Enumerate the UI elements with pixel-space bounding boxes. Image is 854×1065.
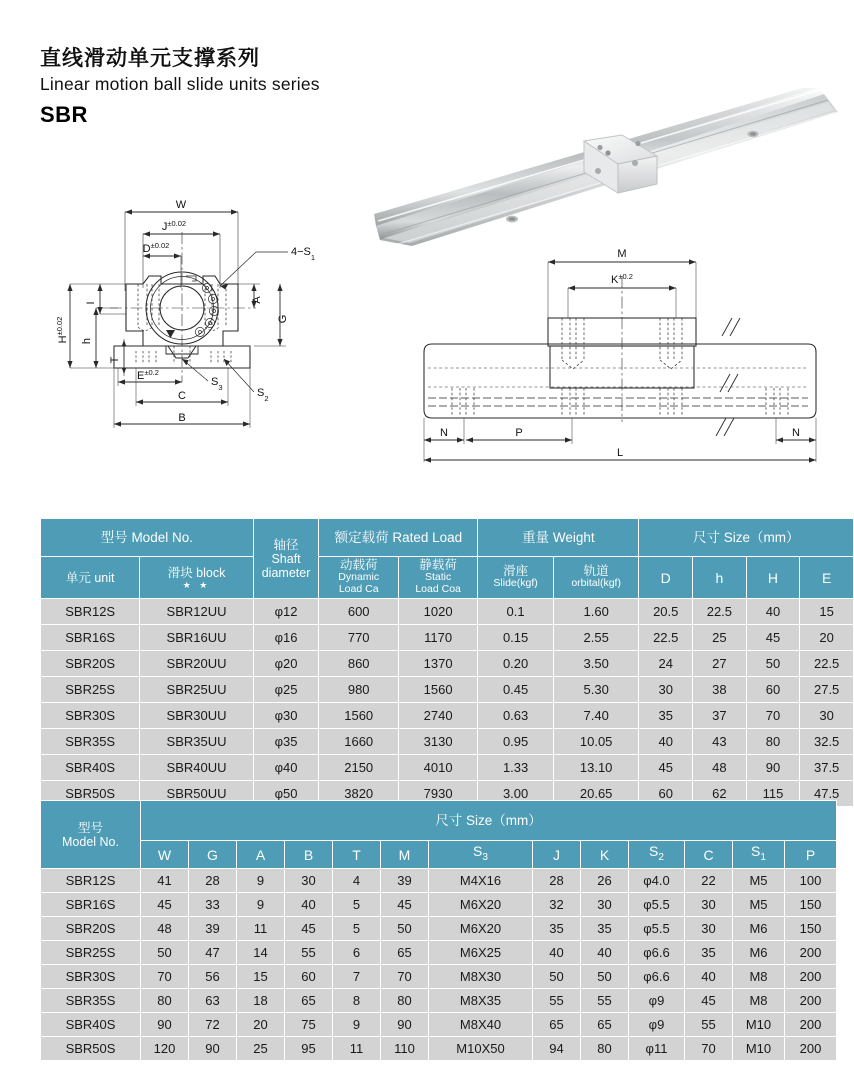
table1-cell-H: 80 <box>746 729 800 755</box>
dim-label-N-left: N <box>440 427 448 439</box>
table-row <box>41 703 854 729</box>
dim-label-4S1: $4-S_1$ <box>291 246 316 262</box>
table2-cell-S3: M8X35 <box>429 989 533 1013</box>
dim-label-H: $H^{\pm 0.02}$ <box>54 316 69 344</box>
table1-cell-slide: 0.95 <box>478 729 554 755</box>
dim-label-J: $J^{\pm 0.02}$ <box>161 218 187 233</box>
th-dim-E: E <box>800 557 854 599</box>
table2-cell-W: 50 <box>141 941 189 965</box>
table1-cell-dynamic: 1660 <box>319 729 399 755</box>
th-static-load <box>398 557 477 599</box>
table2-cell-S3: M8X30 <box>429 965 533 989</box>
table1-cell-E: 27.5 <box>800 677 854 703</box>
table1-cell-E: 20 <box>800 625 854 651</box>
table1-cell-H: 60 <box>746 677 800 703</box>
table2-cell-C: 35 <box>685 941 733 965</box>
table2-cell-K: 55 <box>581 989 629 1013</box>
th2-model <box>41 801 141 869</box>
table1-cell-D: 22.5 <box>639 625 693 651</box>
table1-cell-slide: 0.20 <box>478 651 554 677</box>
table2-cell-G: 47 <box>189 941 237 965</box>
table1-cell-block: SBR40UU <box>140 755 253 781</box>
table2-cell-W: 70 <box>141 965 189 989</box>
table1-cell-orbital: 1.60 <box>553 599 639 625</box>
table2-cell-M: 80 <box>381 989 429 1013</box>
table2-header-row-2 <box>41 841 837 869</box>
table1-cell-shaft: φ50 <box>253 781 319 807</box>
th-size: 尺寸 Size（mm） <box>639 519 854 557</box>
th-block-stars: ★ ★ <box>182 579 211 590</box>
table1-header-row-2 <box>41 557 854 599</box>
table1-cell-static: 7930 <box>398 781 477 807</box>
table1-cell-E: 30 <box>800 703 854 729</box>
table2-cell-T: 11 <box>333 1037 381 1061</box>
dim-label-P: P <box>515 427 523 439</box>
th-shaft-cn: 轴径 <box>273 537 299 552</box>
table1-cell-dynamic: 980 <box>319 677 399 703</box>
table1-cell-unit: SBR40S <box>41 755 140 781</box>
table1-cell-E: 22.5 <box>800 651 854 677</box>
table2-cell-B: 95 <box>285 1037 333 1061</box>
table1-cell-block: SBR20UU <box>140 651 253 677</box>
th-model-group: 型号 Model No. <box>41 519 254 557</box>
table1-cell-unit: SBR50S <box>41 781 140 807</box>
table2-cell-M: 70 <box>381 965 429 989</box>
th2-dim-B: B <box>285 841 333 869</box>
table2-cell-C: 45 <box>685 989 733 1013</box>
th-shaft-en2: diameter <box>261 565 311 580</box>
th-orbital-en: orbital(kgf) <box>571 577 621 589</box>
table2-cell-K: 40 <box>581 941 629 965</box>
table1-cell-unit: SBR20S <box>41 651 140 677</box>
table2-cell-W: 48 <box>141 917 189 941</box>
table1-cell-H: 50 <box>746 651 800 677</box>
th-weight: 重量 Weight <box>478 519 639 557</box>
table2-cell-S3: M8X40 <box>429 1013 533 1037</box>
dim-label-G: G <box>277 314 289 324</box>
th-slide-cn: 滑座 <box>503 563 529 578</box>
table2-cell-G: 28 <box>189 869 237 893</box>
table1-cell-H: 45 <box>746 625 800 651</box>
table2-cell-T: 5 <box>333 893 381 917</box>
table2-cell-G: 39 <box>189 917 237 941</box>
table2-cell-G: 63 <box>189 989 237 1013</box>
table-row <box>41 651 854 677</box>
th2-dim-C: C <box>685 841 733 869</box>
table2-cell-M: 45 <box>381 893 429 917</box>
table1-cell-slide: 0.63 <box>478 703 554 729</box>
th2-model-cn: 型号 <box>77 820 103 835</box>
product-photo <box>372 88 844 248</box>
table1-cell-orbital: 5.30 <box>553 677 639 703</box>
table1-cell-h: 22.5 <box>693 599 747 625</box>
table1-cell-D: 35 <box>639 703 693 729</box>
table1-cell-h: 37 <box>693 703 747 729</box>
drawing-cross-section <box>48 196 348 496</box>
table2-cell-model: SBR30S <box>41 965 141 989</box>
table1-cell-slide: 0.45 <box>478 677 554 703</box>
th-orbital-weight <box>553 557 639 599</box>
table1-cell-H: 40 <box>746 599 800 625</box>
table1-cell-shaft: φ12 <box>253 599 319 625</box>
table2-cell-A: 9 <box>237 893 285 917</box>
table2-cell-K: 26 <box>581 869 629 893</box>
table2-cell-B: 60 <box>285 965 333 989</box>
table2-cell-P: 100 <box>785 869 837 893</box>
th-slide-en: Slide(kgf) <box>493 577 538 589</box>
table1-cell-slide: 0.1 <box>478 599 554 625</box>
table2-cell-J: 50 <box>533 965 581 989</box>
table2-cell-J: 35 <box>533 917 581 941</box>
th-dynamic-en1: Dynamic <box>338 571 380 584</box>
table2-cell-S2: φ5.5 <box>629 917 685 941</box>
table2-cell-S1: M6 <box>733 941 785 965</box>
dim-label-S2: $S_2$ <box>257 387 269 403</box>
table2-cell-S2: φ5.5 <box>629 893 685 917</box>
table-row <box>41 869 837 893</box>
table1-cell-h: 62 <box>693 781 747 807</box>
table2-cell-S1: M10 <box>733 1037 785 1061</box>
drawing-side-view <box>410 240 840 500</box>
table1-cell-block: SBR35UU <box>140 729 253 755</box>
th-unit: 单元 unit <box>41 557 140 599</box>
th2-dim-A: A <box>237 841 285 869</box>
table2-cell-J: 32 <box>533 893 581 917</box>
th2-dim-S1: $S_1$ <box>733 841 785 869</box>
th2-dim-P: P <box>785 841 837 869</box>
table1-cell-E: 15 <box>800 599 854 625</box>
table1-cell-dynamic: 860 <box>319 651 399 677</box>
table1-cell-dynamic: 3820 <box>319 781 399 807</box>
series-name: SBR <box>40 102 88 127</box>
table2-cell-M: 90 <box>381 1013 429 1037</box>
table2-cell-W: 45 <box>141 893 189 917</box>
table1-cell-dynamic: 1560 <box>319 703 399 729</box>
table1-cell-h: 43 <box>693 729 747 755</box>
table2-cell-J: 65 <box>533 1013 581 1037</box>
table2-cell-T: 7 <box>333 965 381 989</box>
table-row <box>41 1013 837 1037</box>
dim-label-L: L <box>616 447 624 459</box>
th2-model-en: Model No. <box>62 834 119 849</box>
dim-label-D: $D^{\pm 0.02}$ <box>142 240 170 255</box>
th-dynamic-load <box>319 557 399 599</box>
table2-cell-K: 35 <box>581 917 629 941</box>
th2-dim-S3: $S_3$ <box>429 841 533 869</box>
table2-cell-B: 65 <box>285 989 333 1013</box>
table2-cell-K: 50 <box>581 965 629 989</box>
table-row <box>41 893 837 917</box>
dim-label-I: I <box>85 301 97 305</box>
table1-cell-block: SBR12UU <box>140 599 253 625</box>
th-shaft-diameter <box>253 519 319 599</box>
table2-cell-K: 65 <box>581 1013 629 1037</box>
table2-cell-S1: M8 <box>733 989 785 1013</box>
table2-cell-A: 11 <box>237 917 285 941</box>
table2-cell-K: 30 <box>581 893 629 917</box>
table1-cell-D: 40 <box>639 729 693 755</box>
table2-cell-T: 5 <box>333 917 381 941</box>
table2-cell-A: 20 <box>237 1013 285 1037</box>
table2-cell-S2: φ6.6 <box>629 941 685 965</box>
table-row <box>41 917 837 941</box>
title-block <box>40 46 320 128</box>
table2-cell-A: 9 <box>237 869 285 893</box>
table1-cell-h: 25 <box>693 625 747 651</box>
dim-label-C: C <box>178 390 186 402</box>
th-dynamic-en2: Load Ca <box>338 582 379 595</box>
table1-header-row-1 <box>41 519 854 557</box>
table-row <box>41 1037 837 1061</box>
table2-cell-C: 55 <box>685 1013 733 1037</box>
table2-cell-C: 70 <box>685 1037 733 1061</box>
table1-cell-block: SBR30UU <box>140 703 253 729</box>
table1-cell-E: 32.5 <box>800 729 854 755</box>
table1-cell-h: 27 <box>693 651 747 677</box>
table2-cell-P: 150 <box>785 893 837 917</box>
th-orbital-cn: 轨道 <box>583 563 609 578</box>
table2-cell-M: 65 <box>381 941 429 965</box>
table2-cell-S1: M6 <box>733 917 785 941</box>
table2-cell-model: SBR12S <box>41 869 141 893</box>
table1-cell-shaft: φ40 <box>253 755 319 781</box>
th-rated-load: 额定载荷 Rated Load <box>319 519 478 557</box>
specifications-table-1 <box>40 518 854 807</box>
table1-cell-h: 48 <box>693 755 747 781</box>
table2-cell-C: 30 <box>685 893 733 917</box>
table1-cell-static: 1020 <box>398 599 477 625</box>
table1-cell-shaft: φ30 <box>253 703 319 729</box>
table2-cell-S2: φ9 <box>629 989 685 1013</box>
table2-cell-A: 25 <box>237 1037 285 1061</box>
table2-cell-T: 8 <box>333 989 381 1013</box>
table1-cell-static: 3130 <box>398 729 477 755</box>
table2-cell-S1: M10 <box>733 1013 785 1037</box>
table2-cell-B: 30 <box>285 869 333 893</box>
table1-cell-static: 2740 <box>398 703 477 729</box>
title-chinese: 直线滑动单元支撑系列 <box>40 47 260 70</box>
table2-cell-K: 80 <box>581 1037 629 1061</box>
table2-cell-J: 40 <box>533 941 581 965</box>
table2-cell-J: 28 <box>533 869 581 893</box>
th-dim-D: D <box>639 557 693 599</box>
table2-cell-B: 75 <box>285 1013 333 1037</box>
table1-cell-orbital: 20.65 <box>553 781 639 807</box>
table1-cell-orbital: 10.05 <box>553 729 639 755</box>
table2-cell-model: SBR40S <box>41 1013 141 1037</box>
table2-cell-T: 6 <box>333 941 381 965</box>
table1-cell-orbital: 2.55 <box>553 625 639 651</box>
table1-cell-block: SBR25UU <box>140 677 253 703</box>
th2-dim-M: M <box>381 841 429 869</box>
table2-cell-S3: M6X25 <box>429 941 533 965</box>
th-shaft-en1: Shaft <box>271 551 301 566</box>
dim-label-M: M <box>617 248 627 260</box>
th2-dim-G: G <box>189 841 237 869</box>
table1-cell-unit: SBR30S <box>41 703 140 729</box>
table2-cell-S1: M5 <box>733 893 785 917</box>
dim-label-A: A <box>251 296 263 304</box>
table1-cell-orbital: 7.40 <box>553 703 639 729</box>
table1-cell-static: 1370 <box>398 651 477 677</box>
table2-cell-T: 4 <box>333 869 381 893</box>
dim-label-h: h <box>81 337 93 345</box>
table1-cell-D: 24 <box>639 651 693 677</box>
table2-cell-A: 15 <box>237 965 285 989</box>
table1-cell-static: 4010 <box>398 755 477 781</box>
table1-cell-shaft: φ35 <box>253 729 319 755</box>
th-static-en2: Load Coa <box>415 582 461 595</box>
table2-cell-S3: M6X20 <box>429 917 533 941</box>
table2-cell-B: 55 <box>285 941 333 965</box>
specifications-table-2-wrap <box>40 800 837 1061</box>
table2-cell-P: 200 <box>785 1013 837 1037</box>
th2-dim-W: W <box>141 841 189 869</box>
table2-cell-C: 40 <box>685 965 733 989</box>
table-row <box>41 755 854 781</box>
table-row <box>41 599 854 625</box>
table1-cell-orbital: 13.10 <box>553 755 639 781</box>
th-static-cn: 静载荷 <box>419 557 457 572</box>
table1-cell-orbital: 3.50 <box>553 651 639 677</box>
th2-dim-T: T <box>333 841 381 869</box>
specifications-table-2 <box>40 800 837 1061</box>
table-row <box>41 989 837 1013</box>
table1-cell-slide: 1.33 <box>478 755 554 781</box>
table1-cell-H: 70 <box>746 703 800 729</box>
table2-cell-M: 110 <box>381 1037 429 1061</box>
table2-header-row-1 <box>41 801 837 841</box>
table1-cell-shaft: φ25 <box>253 677 319 703</box>
table1-cell-static: 1170 <box>398 625 477 651</box>
table1-cell-unit: SBR35S <box>41 729 140 755</box>
table1-cell-slide: 3.00 <box>478 781 554 807</box>
table2-cell-A: 14 <box>237 941 285 965</box>
table2-cell-S3: M4X16 <box>429 869 533 893</box>
table1-cell-dynamic: 770 <box>319 625 399 651</box>
table1-cell-D: 20.5 <box>639 599 693 625</box>
table2-cell-model: SBR35S <box>41 989 141 1013</box>
table2-cell-W: 90 <box>141 1013 189 1037</box>
table1-cell-shaft: φ16 <box>253 625 319 651</box>
table2-cell-B: 45 <box>285 917 333 941</box>
table-row <box>41 965 837 989</box>
table1-cell-H: 115 <box>746 781 800 807</box>
table1-cell-unit: SBR16S <box>41 625 140 651</box>
th-block <box>140 557 253 599</box>
table2-cell-M: 39 <box>381 869 429 893</box>
th2-dim-J: J <box>533 841 581 869</box>
table-row <box>41 941 837 965</box>
title-english: Linear motion ball slide units series <box>40 74 320 94</box>
table1-cell-block: SBR16UU <box>140 625 253 651</box>
table1-cell-D: 60 <box>639 781 693 807</box>
table2-cell-S1: M8 <box>733 965 785 989</box>
th-block-label: 滑块 block <box>167 565 226 580</box>
table1-cell-slide: 0.15 <box>478 625 554 651</box>
table1-cell-E: 47.5 <box>800 781 854 807</box>
th2-size: 尺寸 Size（mm） <box>141 801 837 841</box>
table2-cell-P: 200 <box>785 1037 837 1061</box>
th2-dim-K: K <box>581 841 629 869</box>
th-dynamic-cn: 动载荷 <box>339 557 378 572</box>
table2-cell-S3: M10X50 <box>429 1037 533 1061</box>
dim-label-K: $K^{\pm 0.2}$ <box>611 271 633 286</box>
table1-cell-D: 45 <box>639 755 693 781</box>
th-static-en1: Static <box>424 571 452 584</box>
table2-cell-J: 94 <box>533 1037 581 1061</box>
table2-cell-S2: φ6.6 <box>629 965 685 989</box>
dim-label-E: $E^{\pm 0.2}$ <box>137 367 159 382</box>
table2-cell-C: 30 <box>685 917 733 941</box>
table2-cell-S1: M5 <box>733 869 785 893</box>
table2-cell-J: 55 <box>533 989 581 1013</box>
table2-cell-S2: φ11 <box>629 1037 685 1061</box>
table1-cell-unit: SBR25S <box>41 677 140 703</box>
table2-cell-P: 150 <box>785 917 837 941</box>
table2-cell-C: 22 <box>685 869 733 893</box>
table1-cell-shaft: φ20 <box>253 651 319 677</box>
table1-cell-unit: SBR12S <box>41 599 140 625</box>
table2-cell-model: SBR16S <box>41 893 141 917</box>
table2-cell-G: 90 <box>189 1037 237 1061</box>
table1-cell-static: 1560 <box>398 677 477 703</box>
th-dim-h: h <box>693 557 747 599</box>
table1-cell-E: 37.5 <box>800 755 854 781</box>
table2-cell-W: 80 <box>141 989 189 1013</box>
dim-label-B: B <box>178 412 186 424</box>
dim-label-N-right: N <box>792 427 800 439</box>
table2-cell-W: 41 <box>141 869 189 893</box>
table1-cell-dynamic: 600 <box>319 599 399 625</box>
table1-cell-D: 30 <box>639 677 693 703</box>
table2-cell-S3: M6X20 <box>429 893 533 917</box>
table2-cell-W: 120 <box>141 1037 189 1061</box>
table2-cell-G: 56 <box>189 965 237 989</box>
table2-cell-P: 200 <box>785 965 837 989</box>
dim-label-T: T <box>109 356 121 364</box>
table1-cell-H: 90 <box>746 755 800 781</box>
table-row <box>41 729 854 755</box>
table2-cell-A: 18 <box>237 989 285 1013</box>
th-slide-weight <box>478 557 554 599</box>
table2-cell-B: 40 <box>285 893 333 917</box>
th2-dim-S2: $S_2$ <box>629 841 685 869</box>
table1-cell-block: SBR50UU <box>140 781 253 807</box>
table2-cell-model: SBR25S <box>41 941 141 965</box>
table2-cell-S2: φ4.0 <box>629 869 685 893</box>
table1-cell-dynamic: 2150 <box>319 755 399 781</box>
table1-cell-h: 38 <box>693 677 747 703</box>
specifications-table-1-wrap <box>40 518 854 807</box>
table2-cell-model: SBR20S <box>41 917 141 941</box>
table2-cell-G: 72 <box>189 1013 237 1037</box>
table2-cell-T: 9 <box>333 1013 381 1037</box>
table2-cell-S2: φ9 <box>629 1013 685 1037</box>
dim-label-W: W <box>175 199 187 211</box>
table2-cell-G: 33 <box>189 893 237 917</box>
table2-cell-P: 200 <box>785 941 837 965</box>
table2-cell-model: SBR50S <box>41 1037 141 1061</box>
th-dim-H: H <box>746 557 800 599</box>
table-row <box>41 677 854 703</box>
table2-cell-M: 50 <box>381 917 429 941</box>
dim-label-S3: $S_3$ <box>211 376 223 392</box>
table-row <box>41 625 854 651</box>
table2-cell-P: 200 <box>785 989 837 1013</box>
